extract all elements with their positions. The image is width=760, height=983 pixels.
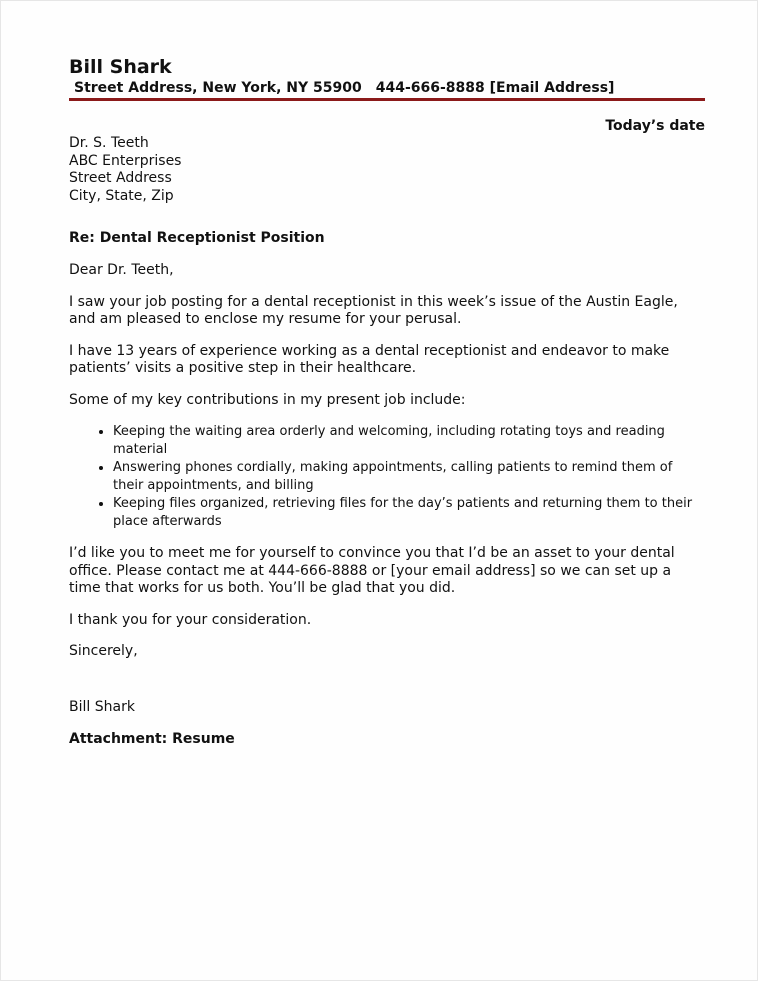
- body-paragraph: I’d like you to meet me for yourself to convince you that I’d be an asset to your dental office. Please contact me at 444-666-8888 or [your email address] so we can set up a time that works for us both. You’ll be glad that you did.: [69, 545, 675, 596]
- recipient-company: ABC Enterprises: [69, 152, 182, 169]
- signoff: Sincerely,: [69, 643, 138, 659]
- signature-space: [69, 661, 705, 699]
- recipient-name: Dr. S. Teeth: [69, 135, 149, 151]
- list-item: • Answering phones cordially, making appointments, calling patients to remind them of their appointments, and billing: [113, 459, 705, 495]
- letter-date: Today’s date: [605, 118, 705, 134]
- body-paragraph: I saw your job posting for a dental receptionist in this week’s issue of the Austin Eagle, and am pleased to enclose my resume for your perusal.: [69, 293, 678, 327]
- signature-name: Bill Shark: [69, 698, 135, 715]
- greeting: Dear Dr. Teeth,: [69, 262, 174, 278]
- sender-phone: 444-666-8888: [375, 80, 485, 96]
- recipient-city: City, State, Zip: [69, 187, 174, 204]
- contributions-list: [69, 423, 705, 531]
- sender-street: Street Address, New York, NY 55900: [74, 80, 362, 96]
- recipient-street: Street Address: [69, 170, 172, 186]
- sender-name: Bill Shark: [69, 56, 172, 78]
- body-paragraph: I have 13 years of experience working as a dental receptionist and endeavor to make patients’ visits a positive step in their healthcare.: [69, 342, 670, 376]
- attachment-line: Attachment: Resume: [69, 731, 235, 747]
- sender-contact-line: [69, 79, 705, 101]
- list-item: • Keeping the waiting area orderly and welcoming, including rotating toys and reading material: [113, 423, 705, 459]
- body-paragraph: Some of my key contributions in my present job include:: [69, 391, 466, 408]
- list-item: • Keeping files organized, retrieving files for the day’s patients and returning them to their place afterwards: [113, 495, 705, 531]
- body-paragraph: I thank you for your consideration.: [69, 611, 312, 628]
- recipient-address: [69, 135, 705, 205]
- letter-content: [69, 55, 705, 748]
- subject-line: Re: Dental Receptionist Position: [69, 230, 325, 246]
- sender-email: [Email Address]: [489, 80, 615, 96]
